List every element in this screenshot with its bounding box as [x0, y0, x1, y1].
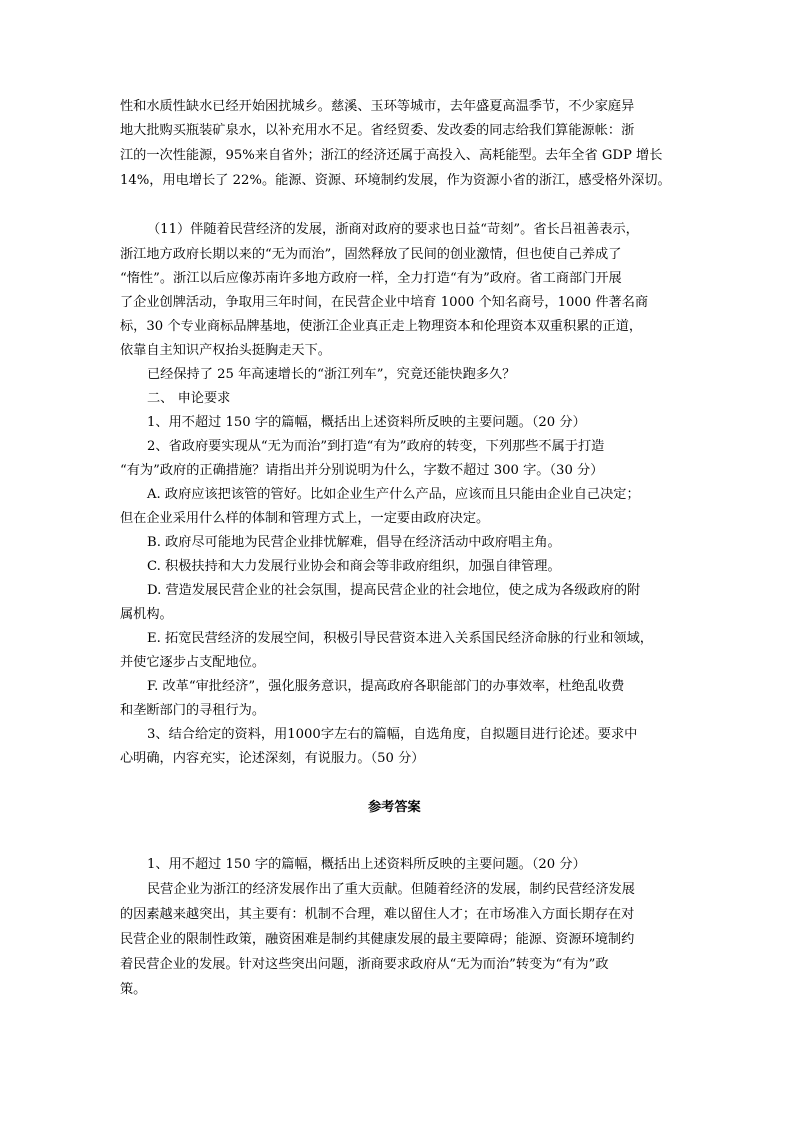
text-line: 地大批购买瓶装矿泉水，以补充用水不足。省经贸委、发改委的同志给我们算能源帐：浙	[120, 123, 635, 138]
text-line: 浙江地方政府长期以来的“无为而治”，固然释放了民间的创业激情，但也使自己养成了	[120, 247, 622, 262]
text-line: 江的一次性能源，95%来自省外；浙江的经济还属于高投入、高耗能型。去年全省 GDP 增长	[120, 148, 663, 163]
text-line: 标，30 个专业商标品牌基地，使浙江企业真正走上物理资本和伦理资本双重积累的正道，	[120, 319, 643, 334]
text-line: “惰性”。浙江以后应像苏南许多地方政府一样，全力打造“有为”政府。省工商部门开展	[120, 271, 622, 286]
option-d: D. 营造发展民营企业的社会氛围，提高民营企业的社会地位，使之成为各级政府的附	[147, 583, 641, 598]
text-line: 1、用不超过 150 字的篇幅，概括出上述资料所反映的主要问题。（20 分）	[147, 857, 586, 872]
option-f: F. 改革“审批经济”，强化服务意识，提高政府各职能部门的办事效率，杜绝乱收费	[147, 679, 625, 694]
text-line: 性和水质性缺水已经开始困扰城乡。慈溪、玉环等城市，去年盛夏高温季节，不少家庭异	[120, 99, 635, 114]
text-line: 了企业创牌活动，争取用三年时间，在民营企业中培育 1000 个知名商号，1000 件著名商	[120, 295, 649, 310]
option-c: C. 积极扶持和大力发展行业协会和商会等非政府组织，加强自律管理。	[147, 559, 561, 574]
text-line: 的因素越来越突出，其主要有：机制不合理，难以留住人才；在市场准入方面长期存在对	[120, 907, 635, 922]
text-line: 3、结合给定的资料，用1000字左右的篇幅，自选角度，自拟题目进行论述。要求中	[147, 727, 638, 742]
text-line: “有为”政府的正确措施？请指出并分别说明为什么，字数不超过 300 字。（30 分）	[120, 463, 604, 478]
text-line: 依靠自主知识产权抬头挺胸走天下。	[120, 343, 331, 358]
text-line: 策。	[120, 982, 147, 997]
text-line: 民营企业的限制性政策，融资困难是制约其健康发展的最主要障碍；能源、资源环境制约	[120, 932, 635, 947]
text-line: 2、省政府要实现从“无为而治”到打造“有为”政府的转变，下列那些不属于打造	[147, 439, 605, 454]
text-line: 和垄断部门的寻租行为。	[120, 703, 266, 718]
text-line: 已经保持了 25 年高速增长的“浙江列车”，究竟还能快跑多久？	[147, 367, 516, 382]
answer-heading: 参考答案	[368, 800, 421, 815]
text-line: 属机构。	[120, 607, 173, 622]
option-b: B. 政府尽可能地为民营企业排忧解难，倡导在经济活动中政府唱主角。	[147, 535, 561, 550]
text-line: 但在企业采用什么样的体制和管理方式上，一定要由政府决定。	[120, 511, 490, 526]
text-line: 1、用不超过 150 字的篇幅，概括出上述资料所反映的主要问题。（20 分）	[147, 415, 586, 430]
text-line: 着民营企业的发展。针对这些突出问题，浙商要求政府从“无为而治”转变为“有为”政	[120, 957, 609, 972]
text-line: 并使它逐步占支配地位。	[120, 655, 266, 670]
text-line: 14%，用电增长了 22%。能源、资源、环境制约发展，作为资源小省的浙江，感受格外深切。	[120, 173, 671, 188]
text-line: 心明确，内容充实，论述深刻，有说服力。（50 分）	[120, 751, 425, 766]
option-a: A. 政府应该把该管的管好。比如企业生产什么产品，应该而且只能由企业自己决定；	[147, 487, 640, 502]
text-line: （11）伴随着民营经济的发展，浙商对政府的要求也日益“苛刻”。省长吕祖善表示，	[147, 222, 639, 237]
section-heading: 二、 申论要求	[147, 391, 231, 406]
option-e: E. 拓宽民营经济的发展空间，积极引导民营资本进入关系国民经济命脉的行业和领域，	[147, 631, 653, 646]
text-line: 民营企业为浙江的经济发展作出了重大贡献。但随着经济的发展，制约民营经济发展	[147, 882, 635, 897]
